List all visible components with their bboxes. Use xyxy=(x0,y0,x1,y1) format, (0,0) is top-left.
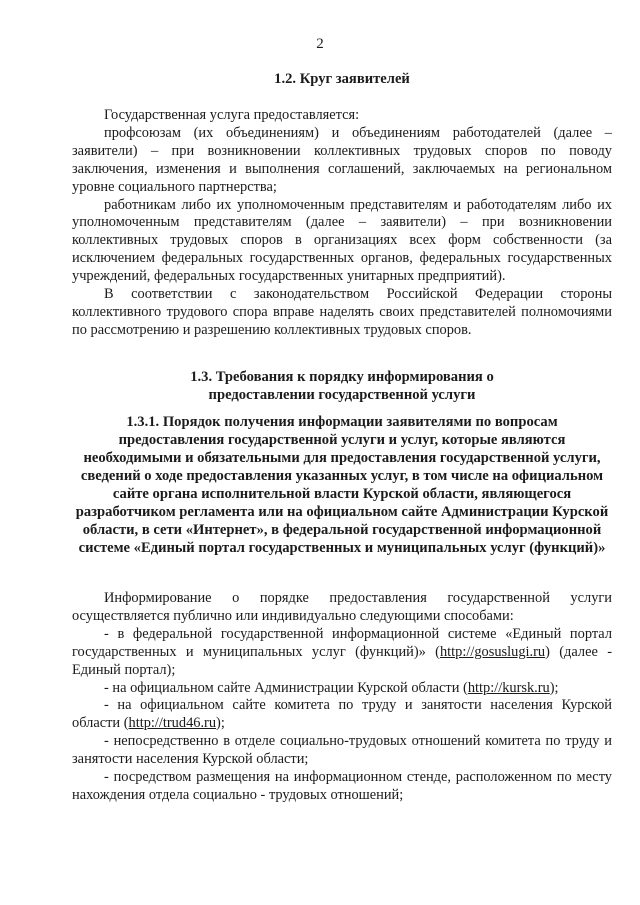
kursk-link[interactable]: http://kursk.ru xyxy=(467,679,550,696)
list-item: - на официальном сайте Администрации Курской области (http://kursk.ru); xyxy=(104,679,559,696)
paragraph: В соответствии с законодательством Российской Федерации стороны коллективного трудового спора вправе наделять своих представителей полномочиями по рассмотрению и разрешению коллективных трудовых споров. xyxy=(72,286,612,338)
section-heading-1-3: 1.3. Требования к порядку информирования о предоставлении государственной услуги xyxy=(190,369,494,403)
section-heading-1-3-1: 1.3.1. Порядок получения информации заявителями по вопросам предоставления государственной услуги и услуг, которые являются необходимыми и обязательными для предоставления государственной услуги, сведений о ходе предоставления указанных услуг, в том числе на официальном сайте органа исполнительной власти Курской области, являющегося разработчиком регламента или на официальном сайте Администрации Курской области, в сети «Интернет», в федеральной государственной информационной системе «Единый портал государственных и муниципальных услуг (функций)» xyxy=(75,414,609,556)
page-number: 2 xyxy=(316,36,324,52)
paragraph: профсоюзам (их объединениям) и объединениям работодателей (далее – заявители) – при возникновении коллективных трудовых споров по поводу заключения, изменения и выполнения соглашений, заключаемых на региональном уровне социального партнерства; xyxy=(72,124,612,195)
list-item: - на официальном сайте комитета по труду и занятости населения Курской области (http://trud46.ru); xyxy=(72,697,612,732)
trud46-link[interactable]: http://trud46.ru xyxy=(128,715,217,732)
section-heading-1-2: 1.2. Круг заявителей xyxy=(274,71,410,87)
paragraph: Государственная услуга предоставляется: xyxy=(104,107,360,123)
paragraph: Информирование о порядке предоставления государственной услуги осуществляется публично или индивидуально следующими способами: xyxy=(72,590,612,624)
list-item: - посредством размещения на информационном стенде, расположенном по месту нахождения отдела социально - трудовых отношений; xyxy=(72,769,612,803)
section-1-3-1-body xyxy=(72,590,612,805)
section-1-2-body xyxy=(72,107,612,340)
gosuslugi-link[interactable]: http://gosuslugi.ru xyxy=(439,643,546,660)
list-item: - в федеральной государственной информационной системе «Единый портал государственных и муниципальных услуг (функций)» (http://gosuslugi.ru) (далее - Единый портал); xyxy=(72,625,612,678)
list-item: - непосредственно в отделе социально-трудовых отношений комитета по труду и занятости населения Курской области; xyxy=(72,733,612,768)
paragraph: работникам либо их уполномоченным представителям и работодателям либо их уполномоченным представителям (далее – заявители) – при возникновении коллективных трудовых споров в организациях всех форм собственности (за исключением федеральных государственных органов, федеральных государственных учреждений, федеральных государственных унитарных предприятий). xyxy=(72,196,612,285)
